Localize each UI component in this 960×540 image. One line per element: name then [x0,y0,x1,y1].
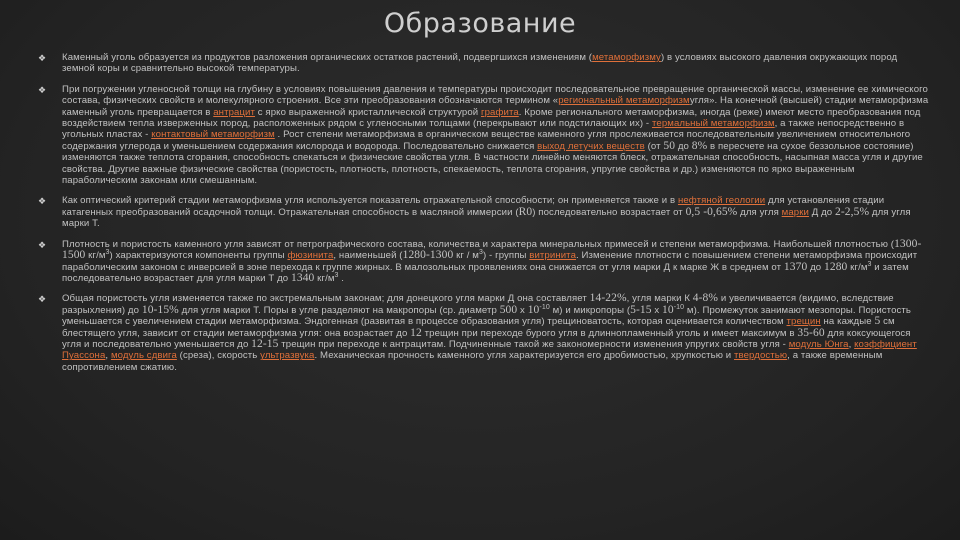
numeric-value: 10 [662,303,674,316]
inline-link[interactable]: витринита [529,250,577,262]
diamond-bullet-icon: ❖ [38,53,47,63]
text-run: до [807,261,824,273]
numeric-value: 5 [874,315,881,328]
superscript: 3 [867,260,872,268]
text-run: кг/м [847,261,868,273]
text-run: Общая пористость угля изменяется также по экстремальным законам; для донецкого угля марки Д она составляет [62,293,590,305]
text-run: . [338,272,345,284]
inline-link[interactable]: выход летучих веществ [537,140,645,152]
numeric-value: 500 [499,303,518,316]
text-run: трещин при переходе бурого угля в длиннопламенный уголь и имеет максимум в [421,327,798,339]
text-run: , угля марки К [626,293,693,305]
inline-link[interactable]: контактовый метаморфизм [151,129,275,141]
superscript: 3 [478,248,483,256]
text-run: . Рост степени метаморфизма в органическом веществе каменного угля прослеживается последовательным увеличением относительного содержания углерода и уменьшением содержания кислорода и водорода. Последовательно снижается [62,129,911,152]
numeric-value: 14-22% [589,292,627,305]
text-run: см блестящего угля, зависит от стадии метаморфизма угля: она возрастает до [62,316,895,339]
numeric-value: 12-15 [251,337,279,350]
text-run: и затем последовательно возрастает для угля марки Т до [62,261,909,284]
text-run: ) - группы [482,250,530,262]
text-run: х [517,304,528,316]
slide-title: Образование [383,8,577,39]
numeric-value: 1300-1500 [62,237,922,262]
text-run: (от [644,140,664,152]
text-run: , а также временным сопротивлением сжатию. [62,350,883,373]
diamond-bullet-icon: ❖ [38,239,47,250]
inline-link[interactable]: марки [781,206,809,218]
numeric-value: 2-2,5% [835,205,870,218]
numeric-value: 8% [691,139,708,152]
paragraph-text [62,293,930,373]
text-run: , [105,350,111,362]
text-run: до [675,140,692,152]
text-run: угля». На конечной (высшей) стадии метаморфизма каменный уголь превращается в [62,95,929,118]
paragraph-text [62,84,930,187]
inline-link[interactable]: трещин [786,316,821,328]
text-run: м) и микропоры ( [549,304,631,316]
diamond-bullet-icon: ❖ [38,84,47,95]
numeric-value: R0 [518,205,533,218]
text-run: . Кроме регионального метаморфизма, иногда (реже) имеют место преобразования под воздействием тепла изверженных пород, расположенных рядом с угленосными толщами (перекрывают или подстилающих их) - [62,106,921,130]
text-run: , наименьшей ( [333,250,403,262]
numeric-value: 1370 [783,260,808,273]
text-run: для угля [737,206,782,218]
inline-link[interactable]: модуль сдвига [110,350,177,362]
text-run: для угля марки Т. [62,206,911,230]
text-run: для установления стадии катагенных преобразований осадочной толщи. Отражательная способность в масляной иммерсии ( [62,195,885,218]
text-run: ) характеризуются компоненты группы [109,250,288,262]
numeric-value: 12 [410,326,422,339]
text-run: с ярко выраженной кристаллической структурой [255,106,482,118]
inline-link[interactable]: термальный метаморфизм [652,118,775,130]
text-run: х [651,304,663,316]
text-run: на каждые [820,316,875,328]
superscript: 3 [334,271,339,279]
text-run: Д до [808,206,835,218]
superscript: -10 [539,303,550,311]
list-item [38,84,930,187]
inline-link[interactable]: метаморфизму [592,52,661,63]
list-item [38,293,930,373]
inline-link[interactable]: твердостью [734,350,788,362]
inline-link[interactable]: графита [481,106,519,118]
paragraph-text [62,239,930,285]
inline-link[interactable]: ультразвука [260,350,315,362]
text-run: м). Промежуток занимают мезопоры. Пористость уменьшается с увеличением стадии метаморфизма. Эндогенная (развитая в процессе образования угля) трещиноватость, которая оценивается количеством [62,304,911,328]
paragraph-text [62,195,930,229]
inline-link[interactable]: антрацит [213,106,255,118]
text-run: и увеличивается (видимо, вследствие разрыхления) до [62,293,894,316]
text-run: в пересчете на сухое беззольное состояние) изменяются также теплота сгорания, способность спекаться и физические свойства угля. В частности линейно меняются блеск, отражательная способность, насыпная масса угля и другие свойства. Другие важные физические свойства (пористость, плотность, плотность, спекаемость, теплота сгорания, упругие свойства и др.) изменяются по ярко выраженным параболическим законам или смешанным. [62,140,923,187]
numeric-value: 35-60 [797,326,825,339]
numeric-value: 10-15% [141,303,179,316]
inline-link[interactable]: региональный метаморфизм [558,95,690,107]
bullet-list [38,52,930,382]
numeric-value: 1280-1300 [402,249,454,262]
paragraph-text [62,52,930,75]
text-run: Как оптический критерий стадии метаморфизма угля используется показатель отражательной способности; он применяется также и в [62,195,678,207]
text-run: кг/м [314,272,335,284]
numeric-value: 10 [527,303,540,316]
text-run: , [848,338,855,350]
text-run: . Механическая прочность каменного угля характеризуется его дробимостью, хрупкостью и [314,350,735,362]
inline-link[interactable]: фюзинита [287,250,334,262]
inline-link[interactable]: модуль Юнга [788,338,849,350]
text-run: (среза), скорость [176,350,261,362]
superscript: 3 [105,248,110,256]
text-run: ) в условиях высокого давления окружающих пород земной коры и сравнительно высокой температуры. [62,52,898,75]
numeric-value: 4-8% [692,292,719,305]
text-run: Каменный уголь образуется из продуктов разложения органических остатков растений, подвергшихся изменениям ( [62,52,593,63]
text-run: кг / м [453,250,479,262]
text-run: Плотность и пористость каменного угля зависят от петрографического состава, количества и характера минеральных примесей и степени метаморфизма. Наибольшей плотностью ( [62,238,895,250]
text-run: трещин при переходе к антрацитам. Подчиненные такой же закономерности изменения упругих свойств угля - [278,338,789,350]
text-run: кг/м [85,250,106,262]
list-item [38,239,930,285]
numeric-value: 1340 [291,271,315,284]
superscript: -10 [673,303,685,311]
list-item [38,52,930,75]
inline-link[interactable]: нефтяной геологии [677,195,766,207]
text-run: для угля марки Т. Поры в угле разделяют на макропоры (ср. диаметр [178,304,500,316]
text-run: для коксующегося угля и последовательно уменьшается до [62,327,911,350]
numeric-value: 5-15 [630,303,652,316]
text-run: , а также непосредственно в угольных пластах - [62,118,905,141]
list-item [38,195,930,229]
numeric-value: 1280 [824,260,848,273]
inline-link[interactable]: коэффициент Пуассона [62,338,917,362]
numeric-value: 0,5 -0,65% [685,205,738,218]
diamond-bullet-icon: ❖ [38,196,47,207]
text-run: При погружении угленосной толщи на глубину в условиях повышения давления и температуры происходит последовательное превращение органической массы, изменение ее химического состава, физических свойств и молекулярного строения. Все эти преобразования обозначаются термином « [62,83,928,107]
diamond-bullet-icon: ❖ [38,294,47,305]
text-run: . Изменение плотности с повышением степени метаморфизма происходит параболическим законом с инверсией в зоне перехода к группе жирных. В малозольных проявлениях она снижается от угля марки Д к марке Ж в среднем от [62,250,918,273]
numeric-value: 50 [663,139,676,152]
text-run: ) последовательно возрастает от [532,206,686,218]
